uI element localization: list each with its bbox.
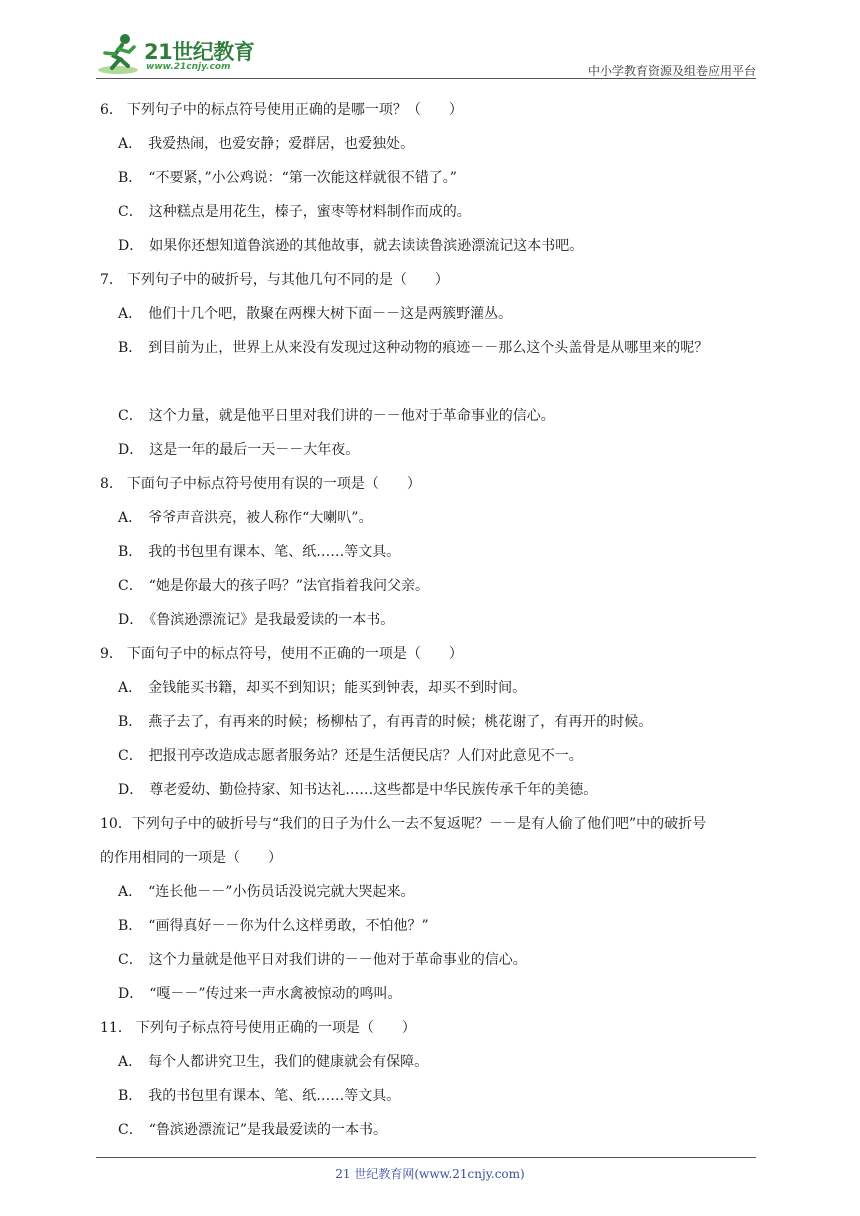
option-10a: A． “连长他－－”小伤员话没说完就大哭起来。 bbox=[118, 884, 415, 900]
question-stem: 下面句子中的标点符号，使用不正确的一项是（ ） bbox=[126, 646, 463, 662]
question-number: 11． bbox=[100, 1020, 132, 1036]
option-11a: A． 每个人都讲究卫生，我们的健康就会有保障。 bbox=[118, 1054, 429, 1070]
option-7b: B． 到目前为止，世界上从来没有发现过这种动物的痕迹－－那么这个头盖骨是从哪里来的呢？ bbox=[118, 340, 709, 356]
runner-logo-icon bbox=[96, 32, 142, 76]
question-number: 7． bbox=[100, 272, 123, 288]
option-11c: C． “鲁滨逊漂流记”是我最爱读的一本书。 bbox=[118, 1122, 388, 1138]
question-9 bbox=[100, 644, 760, 664]
option-7d: D． 这是一年的最后一天－－大年夜。 bbox=[118, 442, 360, 458]
question-stem: 下列句子中的破折号与“我们的日子为什么一去不复返呢？－－是有人偷了他们吧”中的破折号 bbox=[131, 816, 707, 832]
option-10c: C． 这个力量就是他平日对我们讲的－－他对于革命事业的信心。 bbox=[118, 952, 527, 968]
question-list bbox=[100, 100, 760, 1154]
question-number: 10． bbox=[100, 816, 132, 832]
option-6a: A． 我爱热闹，也爱安静；爱群居，也爱独处。 bbox=[118, 136, 415, 152]
option-7c: C． 这个力量，就是他平日里对我们讲的－－他对于革命事业的信心。 bbox=[118, 408, 555, 424]
question-stem: 下面句子中标点符号使用有误的一项是（ ） bbox=[126, 476, 421, 492]
option-10b: B． “画得真好－－你为什么这样勇敢，不怕他？” bbox=[118, 918, 429, 934]
question-stem-continued: 的作用相同的一项是（ ） bbox=[100, 850, 282, 866]
question-10 bbox=[100, 814, 760, 868]
question-number: 6． bbox=[100, 102, 123, 118]
page-header bbox=[96, 28, 756, 78]
header-divider bbox=[96, 78, 756, 79]
question-7 bbox=[100, 270, 760, 290]
platform-title: 中小学教育资源及组卷应用平台 bbox=[587, 64, 756, 78]
option-10d: D． “嘎－－”传过来一声水禽被惊动的鸣叫。 bbox=[118, 986, 402, 1002]
question-8 bbox=[100, 474, 760, 494]
question-number: 9． bbox=[100, 646, 123, 662]
option-8b: B． 我的书包里有课本、笔、纸……等文具。 bbox=[118, 544, 401, 560]
page-footer: 21 世纪教育网(www.21cnjy.com) bbox=[335, 1167, 525, 1181]
question-number: 8． bbox=[100, 476, 123, 492]
option-8c: C． “她是你最大的孩子吗？”法官指着我问父亲。 bbox=[118, 578, 430, 594]
option-9a: A． 金钱能买书籍，却买不到知识；能买到钟表，却买不到时间。 bbox=[118, 680, 527, 696]
option-8d: D． 《鲁滨逊漂流记》是我最爱读的一本书。 bbox=[118, 612, 395, 628]
option-9d: D． 尊老爱幼、勤俭持家、知书达礼……这些都是中华民族传承千年的美德。 bbox=[118, 782, 598, 798]
option-9b: B． 燕子去了，有再来的时候；杨柳枯了，有再青的时候；桃花谢了，有再开的时候。 bbox=[118, 714, 653, 730]
brand-name: 21世纪教育 bbox=[144, 40, 255, 64]
option-9c: C． 把报刊亭改造成志愿者服务站？还是生活便民店？人们对此意见不一。 bbox=[118, 748, 583, 764]
option-6c: C． 这种糕点是用花生，榛子，蜜枣等材料制作而成的。 bbox=[118, 204, 471, 220]
question-stem: 下列句子标点符号使用正确的一项是（ ） bbox=[135, 1020, 416, 1036]
option-7a: A． 他们十几个吧，散聚在两棵大树下面－－这是两簇野灌丛。 bbox=[118, 306, 513, 322]
question-stem: 下列句子中的破折号，与其他几句不同的是（ ） bbox=[126, 272, 449, 288]
question-stem: 下列句子中的标点符号使用正确的是哪一项？（ ） bbox=[126, 102, 463, 118]
option-11b: B． 我的书包里有课本、笔、纸……等文具。 bbox=[118, 1088, 401, 1104]
option-6b: B． “不要紧，”小公鸡说：“第一次能这样就很不错了。” bbox=[118, 170, 457, 186]
question-11 bbox=[100, 1018, 760, 1038]
blank-space bbox=[100, 372, 760, 406]
footer-divider bbox=[96, 1157, 756, 1158]
brand-url: www.21cnjy.com bbox=[146, 62, 231, 72]
logo bbox=[96, 32, 266, 76]
option-8a: A． 爷爷声音洪亮，被人称作“大喇叭”。 bbox=[118, 510, 373, 526]
question-6 bbox=[100, 100, 760, 120]
option-6d: D． 如果你还想知道鲁滨逊的其他故事，就去读读鲁滨逊漂流记这本书吧。 bbox=[118, 238, 584, 254]
